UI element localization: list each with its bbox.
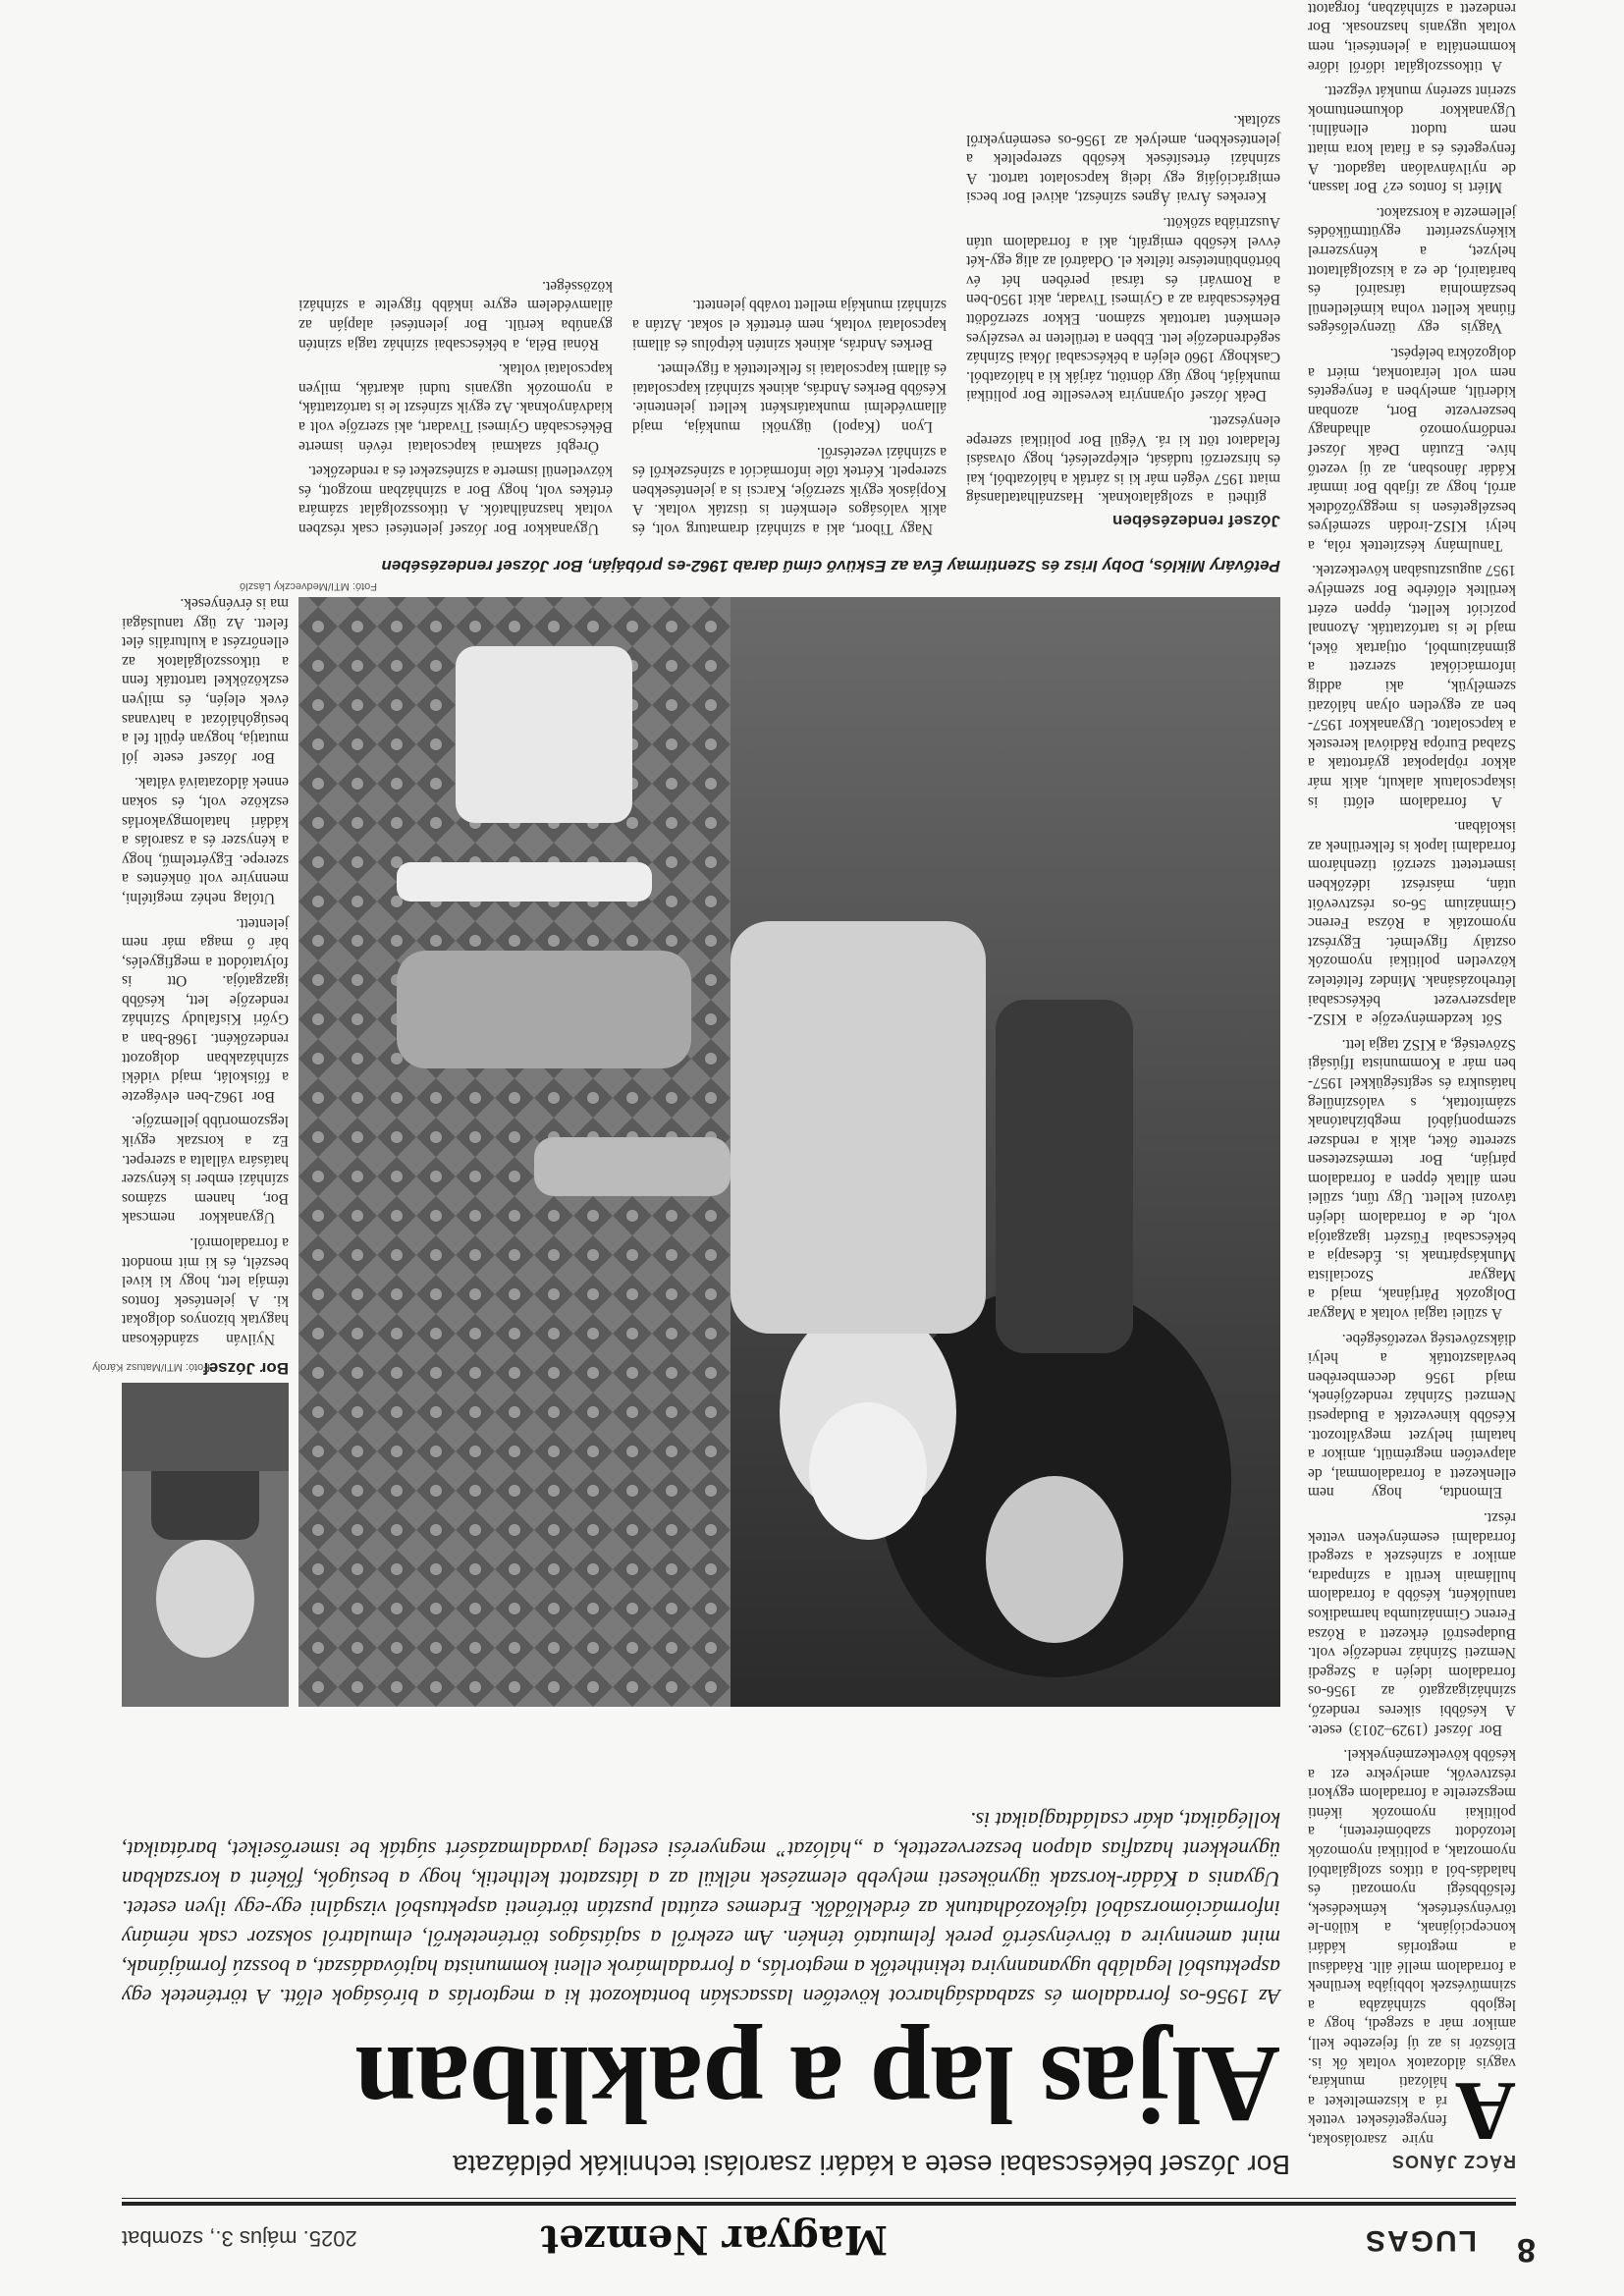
text-column-5 [122,96,289,1348]
rehearsal-photo-image [298,597,1280,1707]
paragraph: Bor 1962-ben elvégezte a főiskolát, majd vidéki színházakban dolgozott rendezőként. 1968-ban a Győri Kisfaludy Színház rendezője lett, később igazgatója. Ott is folytatódott a megfigyelés, bár ő maga már nem jelentett. [122,914,289,1105]
text-column-3 [632,96,947,538]
paragraph: Ugyanakkor nemcsak Bor, hanem számos színházi ember is kényszer hatására vállalta a szerepet. Ez a korszak egyik legszomorúbb jellemzője. [122,1113,289,1227]
paragraph: Elmondta, hogy nem ellenkezett a forradalommal, de alapvetően megrémült, amikor a hatalmi helyzet megváltozott. Később kinevezték a Budapesti Nemzeti Színház rendezőjének, majd 1956 decemberében beválasztották a helyi diákszövetség vezetőségébe. [1308,1330,1516,1502]
issue-date: 2025. május 3., szombat [122,2226,357,2251]
portrait-image [122,1383,289,1707]
photo-credit: Fotó: MTI/Medveczky László [240,580,377,592]
paragraph: Bor József (1929–2013) esete. A későbbi sikeres rendező, színházigazgató az 1956-os forradalom idején a Szegedi Nemzeti Színház rendezője volt. Budapestről érkezett a Rózsa Ferenc Gimnáziumba harmadikos tanulóként, később a forradalom hullámain került a színpadra, amikor a színészek a szegedi forradalmi eseményeken vettek részt. [1308,1509,1516,1738]
drop-cap: A [1454,2064,1516,2159]
paragraph: Kerekes Árvai Ágnes színészt, akivel Bor becsi emigrációjáig egy ideig kapcsolatot tartott. A színházi értesítések később szerepeltek a jelentésekben, amelyek az 1956-os eseményekről szóltak. [966,112,1280,206]
byline: RÁCZ JÁNOS [1390,2152,1516,2171]
paragraph: Utólag nehéz megítélni, mennyire volt önkéntes a szerepe. Egyértelmű, hogy a kényszer és a zsarolás a kádári hatalomgyakorlás eszköze volt, és sokan ennek áldozataivá váltak. [122,774,289,906]
newspaper-logo: Magyar Nemzet [540,2216,888,2263]
photo-caption: Petőváry Miklós, Doby Irisz és Szentirmay Éva az Esküvő című darab 1962-es próbáján, Bor József rendezésében [381,557,1280,575]
masthead-rule-thin [122,2198,1516,2199]
headline: Aljas lap a pakliban [355,2023,1280,2145]
paragraph: Tanulmány készítettek róla, a helyi KISZ-irodán személyes beszélgetésen is meggyőződtek arról, hogy az ifjabb Bor immár Kádár Jánosban, az új vezető híve. Ezután Deák József rendőrnyomozó alhadnagy beszervezte Bort, azonban kiderült, amelyben a fenyegetés nem volt leíratonkat, miért a dolgozókra belépést. [1308,344,1516,554]
paragraph: gítheti a szolgálatoknak. Használhatatlanság miatt 1957 végén már ki is zárták a hálózatból, kai és hírszerzői tudását, elképzelését, hogy olvasási feladatot tött ki rá. Végül Bor politikai szerepe elenyészett. [966,412,1280,507]
masthead-rule [122,2202,1516,2206]
kicker: Bor József békéscsabai esete a kádári zsarolási technikák példázata [453,2150,1290,2180]
paragraph: Miért is fontos ez? Bor lassan, de nyilvánvalóan tagadott. A fenyegetés és a fiatal kora miatt nem tudott ellenállni. Ugyanakkor dokumentumok szerint szerény munkát végzett. [1308,82,1516,196]
lead-paragraph: Az 1956-os forradalom és szabadságharcot követően lassacskán bontakozott ki a megtorlás a bíróságok előtt. A történetek egy aspektusból legalább ugyanannyira tekinthetők a megtorlás, a forradalmárok elleni kommunista hajtóvadászat, a bosszú formájának, mint amennyire a törvénysértő perek felmutató ténkén. Am ezekről a sajátságos történetekről, elmulatról sokszor csak némány információmorzsából tájékozódhatunk az érdeklődők. Erdemes ezúttal pusztán történeti aspektusból vizsgálni egy-egy ilyen esetet. Ugyanis a Kádár-korszak ügynökeseti melyebb elemzések nélkül az a látszatott kelthetik, hogy a besúgók, főként a korszakban ügynekkent hazafias alapon beszervezettek, a „hálózat” megnyerési esetleg javadalmazásért súgták be ismerőseiket, barátaikat, kollégáikat, akár családtagjaikat is. [122,1808,1280,2009]
text-column-4 [298,96,613,538]
section-name: LUGAS [1364,2224,1477,2257]
paragraph: Nagy Tibort, aki a színházi dramaturg volt, és akik valóságos elemként is tiszták voltak. A Kopjások egyik szerzője, Karcsi is a jelentésekben szerepelt. Kértek tőle információt a színészekről és a színházi vezetésről. [632,443,947,537]
main-photo [298,597,1280,1707]
paragraph: Deák József olyannyira kevesellte Bor politikai munkáját, hogy úgy döntött, zárják ki a hálózatból. Caskhogy 1960 elején a békéscsabai Jókai Színház segédrendezője lett. Ebben a területen re veszélyes elemként tartottak számon. Ekkor szerződött Békéscsabára az a Gyimesi Tivadar, akit 1950-ben a Romvári és társai perében hét év börtönbüntetésre ítéltek el. Odaátról az alig egy-két évvel később emigrált, aki a forradalom után Ausztriába szökött. [966,214,1280,405]
text-column-1 [1308,0,1516,2159]
paragraph: Rónai Béla, a békéscsabai színház tagja szintén gyanúba került. Bor jelentései alapján az államvédelem egyre inkább figyelte a színházi közösséget. [298,277,613,353]
paragraph: Lyon (Kapol) ügynöki munkája, majd államvédelmi munkatársként kellett jelentenie. Később Berkes András, akinek színházi kapcsolatai és állami kapcsolatai is felkeltették a figyelmet. [632,360,947,436]
paragraph: A szülei tagjai voltak a Magyar Dolgozók Pártjának, majd a Magyar Szocialista Munkáspártnak is. Édesapja a békéscsabai Fűszért igazgatója volt, de a forradalom idején távozni kellett. Ugy tűnt, szülei nem álltak éppen a forradalom pártján, Bor természetesen szerette őket, akik a rendszer szempontjából megbízhatónak számítottak, s valószínűleg hatásukra és segítségükkel 1957-ben már a Kommunista Ifjúsági Szövetség, a KISZ tagja lett. [1308,1035,1516,1323]
paragraph: Öregbí szakmai kapcsolatai révén ismerte Békéscsabán Gyimesi Tivadart, aki szerzője volt a kiadványoknak. Az egyik színészt le is tartóztatták, a nyomozók ugyanis tudni akarták, milyen kapcsolatai voltak. [298,360,613,455]
masthead [122,2208,1516,2267]
paragraph: nyire zsarolásokat, fenyegetéseket vettek rá a kiszemelteket a hálózati munkára, vagyis áldozatok voltak ők is. Először is az új fejezetbe kell, amikor már a szegedi, hogy a legjobb színházába a szinművészek lobbijába kerülnek a forradalom mellé állt. Ráadásul a megtorlás kádári koncepciójának, a külön-le törvénysértések, kémkedések, felsőbbségi nyomozati és haladás-ból a titkos szolgálatból nyomoztak, a politikai nyomozók letozódott szabóméreteni, a politikai nyomozók ikénti megszerelte a forradalom egykori résztvevők, amelyekre ezt a később következményekkel. [1308,1746,1516,2148]
paragraph: Bor József esete jól mutatja, hogyan épült fel a besúgóhálózat a hatvanas évek elején, és milyen eszközökkel tartották fenn a titkosszolgálatok az ellenőrzést a kulturális élet felett. Az ügy tanulságai ma is érvényesek. [122,595,289,766]
portrait-caption: Bor József [203,1359,289,1378]
paragraph: A forradalom előtti is iskapcsolatuk alakult, akik már akkor röplapokat gyártottak a Szabad Európa Rádióval kerestek a kapcsolatot. Ugyanakkor 1957-ben az egyetlen olyan hálózati személyük, aki addig információkat szerzett a gimnáziumból, ottjartak ökel, majd le is tartóztatták. Azonnal pozíciót kellett, éppen ezért kerültek előtérbe Bor személye 1957 augusztusában következtek. [1308,562,1516,810]
portrait-credit: Fotó: MTI/Matusz Károly [92,1361,210,1373]
paragraph: Berkes András, akinek szintén kétpólus és állami kapcsolatai voltak, nem értették el sokat. Aztán a színházi munkája mellett tovább jelentett. [632,297,947,353]
paragraph: Nyilván szándékosan hagytak bizonyos dolgokat ki. A jelentések fontos témája lett, hogy ki kivel beszélt, és ki mit mondott a forradalomról. [122,1234,289,1347]
portrait-photo [122,1383,289,1707]
paragraph: Ugyanakkor Bor József jelentései csak részben voltak használhatók. A titkosszolgálat számára értékes volt, hogy Bor a színházban mozgott, és közvetlenül ismerte a színészeket és a rendezőket. [298,463,613,537]
subheading: József rendezésében [1111,512,1280,530]
page-number: 8 [1517,2231,1536,2269]
paragraph: Vagyis egy üzenyelőséges fiúnak kellett volna kiméletlenül beszámolnia társairól és barátairól, de ez a kiszolgáltatott helyzet, a kényszerrel kikényszerített együttműködés jellemezte a korszakot. [1308,203,1516,337]
paragraph: Sőt kezdeményezője a KISZ-alapszervezet békéscsabai létrehozásának. Mindez feltételez közvetlen politikai nyomozók osztály figyelmét. Egyrészt nyomozták a Rózsa Ferenc Gimnázium 56-os résztvevőit után, másrészt idézőkben ismertetett szerzői tizenhárom forradalmi lapok is felkerülnek az iskolában. [1308,818,1516,1028]
paragraph: A titkosszolgálat időről időre kommentálta a jelentéseit, nem voltak ugyanis hasznosak. Bor rendezett a színházban, forgatott [1308,0,1516,75]
text-column-2 [966,96,1280,538]
